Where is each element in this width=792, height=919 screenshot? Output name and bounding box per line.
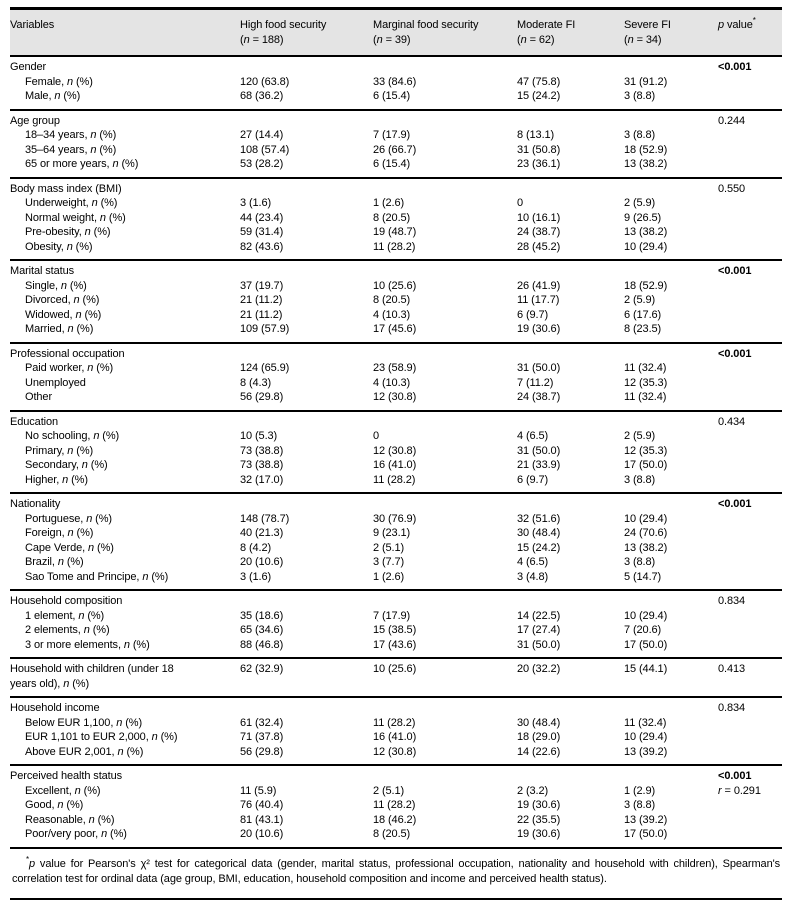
- cell-value: 17 (50.0): [624, 638, 668, 651]
- cell-value: 30 (76.9): [373, 512, 417, 525]
- cell-value: 33 (84.6): [373, 75, 417, 88]
- row-label: Foreign, n (%): [25, 527, 94, 539]
- row-label: Female, n (%): [25, 75, 93, 88]
- cell-value: 6 (9.7): [517, 308, 549, 321]
- cell-value: 120 (63.8): [240, 75, 290, 88]
- cell-value: 8 (13.1): [517, 129, 555, 141]
- section-header-row: [10, 769, 782, 784]
- row-label: Normal weight, n (%): [25, 211, 126, 224]
- section-title: Household composition: [10, 595, 123, 607]
- p-value: 0.550: [718, 182, 746, 195]
- row-label: Male, n (%): [25, 90, 81, 102]
- row-label: Pre-obesity, n (%): [25, 226, 111, 238]
- cell-value: 88 (46.8): [240, 638, 284, 651]
- table-section: [10, 412, 782, 495]
- section-title: Nationality: [10, 498, 61, 510]
- table-row: [10, 745, 782, 760]
- cell-value: 10 (5.3): [240, 430, 278, 442]
- cell-value: 4 (10.3): [373, 376, 411, 389]
- section-title: Perceived health status: [10, 770, 123, 782]
- section-title: Professional occupation: [10, 347, 125, 360]
- cell-value: 26 (41.9): [517, 279, 561, 292]
- column-header-high-food-security: [240, 18, 373, 47]
- cell-value: 148 (78.7): [240, 512, 290, 525]
- table-row: [10, 444, 782, 459]
- cell-value: 56 (29.8): [240, 391, 284, 403]
- cell-value: 37 (19.7): [240, 279, 284, 292]
- row-label: EUR 1,101 to EUR 2,000, n (%): [25, 731, 178, 743]
- cell-value: 2 (5.1): [373, 541, 405, 554]
- cell-value: 11 (32.4): [624, 391, 667, 403]
- cell-value: 7 (20.6): [624, 624, 662, 636]
- cell-value: 6 (15.4): [373, 90, 411, 102]
- cell-value: 40 (21.3): [240, 527, 284, 539]
- row-label: 18–34 years, n (%): [25, 129, 117, 141]
- cell-value: 24 (38.7): [517, 391, 561, 403]
- cell-value: 21 (33.9): [517, 459, 561, 471]
- cell-value: 71 (37.8): [240, 731, 284, 743]
- column-header-label: Severe FI: [624, 19, 671, 31]
- row-label: Unemployed: [25, 376, 86, 389]
- cell-value: 81 (43.1): [240, 813, 284, 826]
- cell-value: 11 (32.4): [624, 362, 667, 374]
- table-row: [10, 473, 782, 488]
- cell-value: 20 (10.6): [240, 828, 284, 840]
- cell-value: 17 (50.0): [624, 828, 668, 840]
- section-title: Age group: [10, 114, 60, 127]
- table-row: [10, 75, 782, 90]
- cell-value: 109 (57.9): [240, 323, 290, 335]
- cell-value: 15 (24.2): [517, 90, 561, 102]
- table-row: [10, 570, 782, 585]
- column-header-label: Marginal food security: [373, 19, 479, 31]
- cell-value: 4 (6.5): [517, 430, 549, 442]
- cell-value: 13 (38.2): [624, 158, 668, 170]
- table-row: [10, 143, 782, 158]
- cell-value: 1 (2.9): [624, 784, 656, 797]
- table-row: [10, 240, 782, 255]
- table-row: [10, 541, 782, 556]
- cell-value: 2 (5.1): [373, 784, 405, 797]
- cell-value: 31 (50.8): [517, 143, 561, 156]
- column-header-label: High food security: [240, 19, 327, 31]
- cell-value: 12 (35.3): [624, 444, 668, 457]
- cell-value: 59 (31.4): [240, 226, 284, 238]
- row-label: Widowed, n (%): [25, 308, 102, 321]
- cell-value: 108 (57.4): [240, 143, 290, 156]
- cell-value: 1 (2.6): [373, 197, 405, 209]
- cell-value: 73 (38.8): [240, 459, 284, 471]
- cell-value: 31 (91.2): [624, 75, 668, 88]
- cell-value: 23 (36.1): [517, 158, 561, 170]
- table-footnote: [10, 849, 782, 900]
- food-security-demographics-table: [10, 7, 782, 900]
- footnote-text: *p value for Pearson's χ² test for categorical data (gender, marital status, professional occupation, nationality and household with children), Spearman's correlation test for ordinal data (age group, BMI, education, household composition and income and perceived health status).: [12, 854, 780, 885]
- cell-value: 15 (44.1): [624, 663, 668, 675]
- section-header-row: [10, 594, 782, 609]
- table-section: [10, 591, 782, 659]
- cell-value: 3 (8.8): [624, 129, 656, 141]
- cell-value: 7 (17.9): [373, 609, 411, 622]
- column-header-moderate-fi: [517, 18, 624, 47]
- cell-value: 6 (15.4): [373, 158, 411, 170]
- column-header-label: p value*: [718, 16, 756, 31]
- cell-value: 24 (38.7): [517, 226, 561, 238]
- table-row: [10, 128, 782, 143]
- cell-value: 65 (34.6): [240, 624, 284, 636]
- row-label: Reasonable, n (%): [25, 813, 115, 826]
- row-label: Divorced, n (%): [25, 294, 100, 306]
- table-row: [10, 716, 782, 731]
- cell-value: 11 (28.2): [373, 240, 416, 253]
- p-value: 0.434: [718, 415, 746, 428]
- p-value: <0.001: [718, 265, 752, 277]
- row-label: Higher, n (%): [25, 473, 88, 486]
- cell-value: 12 (30.8): [373, 391, 417, 403]
- cell-value: 10 (29.4): [624, 731, 668, 743]
- cell-value: 47 (75.8): [517, 75, 561, 88]
- section-title: Gender: [10, 61, 47, 73]
- cell-value: 27 (14.4): [240, 129, 284, 141]
- row-label: Sao Tome and Principe, n (%): [25, 570, 169, 583]
- p-value: <0.001: [718, 61, 752, 73]
- cell-value: 8 (4.2): [240, 541, 272, 554]
- table-section: [10, 111, 782, 179]
- table-row: [10, 526, 782, 541]
- cell-value: 11 (17.7): [517, 294, 560, 306]
- column-header-n: (n = 39): [373, 33, 411, 46]
- table-section: [10, 344, 782, 412]
- row-label: 35–64 years, n (%): [25, 143, 117, 156]
- table-row: [10, 730, 782, 745]
- cell-value: 10 (25.6): [373, 279, 417, 292]
- section-title: Household with children (under 18 years old), n (%): [10, 663, 174, 690]
- cell-value: 10 (29.4): [624, 512, 668, 525]
- cell-value: 3 (4.8): [517, 570, 549, 583]
- column-header-n: (n = 62): [517, 33, 555, 46]
- cell-value: 3 (8.8): [624, 473, 656, 486]
- cell-value: 32 (51.6): [517, 512, 561, 525]
- cell-value: 31 (50.0): [517, 362, 561, 374]
- p-value: <0.001: [718, 347, 752, 360]
- cell-value: 28 (45.2): [517, 240, 561, 253]
- cell-value: 7 (11.2): [517, 376, 554, 389]
- table-section: [10, 494, 782, 591]
- row-label: Single, n (%): [25, 279, 87, 292]
- table-row: [10, 89, 782, 104]
- p-value: 0.834: [718, 595, 746, 607]
- table-row: [10, 555, 782, 570]
- cell-value: 18 (29.0): [517, 731, 561, 743]
- cell-value: 5 (14.7): [624, 570, 662, 583]
- p-value: 0.244: [718, 114, 746, 127]
- cell-value: 19 (48.7): [373, 226, 417, 238]
- row-label: 1 element, n (%): [25, 609, 105, 622]
- row-label: Below EUR 1,100, n (%): [25, 716, 143, 729]
- cell-value: 18 (46.2): [373, 813, 417, 826]
- cell-value: 3 (1.6): [240, 570, 272, 583]
- cell-value: 17 (50.0): [624, 459, 668, 471]
- cell-value: 8 (20.5): [373, 211, 411, 224]
- cell-value: 11 (28.2): [373, 799, 416, 811]
- row-label: Excellent, n (%): [25, 784, 101, 797]
- cell-value: 0: [517, 197, 524, 209]
- cell-value: 13 (39.2): [624, 745, 668, 758]
- table-row: [10, 361, 782, 376]
- cell-value: 26 (66.7): [373, 143, 417, 156]
- cell-value: 2 (5.9): [624, 197, 656, 209]
- table-row: [10, 609, 782, 624]
- row-label: Cape Verde, n (%): [25, 541, 114, 554]
- row-label: Poor/very poor, n (%): [25, 828, 127, 840]
- cell-value: 13 (39.2): [624, 813, 668, 826]
- p-value: <0.001: [718, 770, 752, 782]
- cell-value: 19 (30.6): [517, 828, 561, 840]
- cell-value: 10 (16.1): [517, 211, 561, 224]
- table-row: [10, 308, 782, 323]
- row-label: Brazil, n (%): [25, 556, 84, 568]
- section-header-row: [10, 114, 782, 129]
- cell-value: 2 (5.9): [624, 430, 656, 442]
- column-header-label: Variables: [10, 19, 55, 31]
- cell-value: 35 (18.6): [240, 609, 284, 622]
- row-label: Above EUR 2,001, n (%): [25, 745, 144, 758]
- p-value: 0.834: [718, 702, 746, 714]
- cell-value: 11 (5.9): [240, 784, 277, 797]
- cell-value: 12 (35.3): [624, 376, 668, 389]
- row-label: Portuguese, n (%): [25, 512, 112, 525]
- cell-value: 53 (28.2): [240, 158, 284, 170]
- section-title: Body mass index (BMI): [10, 182, 122, 195]
- row-label: Primary, n (%): [25, 444, 94, 457]
- column-header-n: (n = 34): [624, 33, 662, 46]
- cell-value: 3 (8.8): [624, 799, 656, 811]
- cell-value: 13 (38.2): [624, 226, 668, 238]
- section-header-row: [10, 662, 782, 691]
- section-title: Education: [10, 415, 59, 428]
- row-label: 65 or more years, n (%): [25, 158, 139, 170]
- cell-value: 73 (38.8): [240, 444, 284, 457]
- cell-value: 12 (30.8): [373, 745, 417, 758]
- table-section: [10, 261, 782, 344]
- cell-value: 8 (20.5): [373, 294, 411, 306]
- cell-value: 2 (5.9): [624, 294, 656, 306]
- table-row: [10, 798, 782, 813]
- row-label: Secondary, n (%): [25, 459, 108, 471]
- cell-value: 124 (65.9): [240, 362, 290, 374]
- table-row: [10, 784, 782, 799]
- table-row: [10, 293, 782, 308]
- cell-value: 8 (20.5): [373, 828, 411, 840]
- cell-value: 13 (38.2): [624, 541, 668, 554]
- section-header-row: [10, 497, 782, 512]
- table-row: [10, 512, 782, 527]
- row-label: Paid worker, n (%): [25, 362, 114, 374]
- cell-value: 8 (4.3): [240, 376, 272, 389]
- cell-value: 14 (22.6): [517, 745, 561, 758]
- cell-value: 31 (50.0): [517, 638, 561, 651]
- cell-value: 22 (35.5): [517, 813, 561, 826]
- cell-value: 68 (36.2): [240, 90, 284, 102]
- table-row: [10, 279, 782, 294]
- cell-value: 23 (58.9): [373, 362, 417, 374]
- cell-value: 14 (22.5): [517, 609, 561, 622]
- row-label: Good, n (%): [25, 799, 84, 811]
- cell-value: 30 (48.4): [517, 527, 561, 539]
- table-section: [10, 57, 782, 111]
- cell-value: 9 (23.1): [373, 527, 411, 539]
- cell-value: 3 (8.8): [624, 90, 656, 102]
- cell-value: 32 (17.0): [240, 473, 284, 486]
- column-header-marginal-food-security: [373, 18, 517, 47]
- table-row: [10, 322, 782, 337]
- table-row: [10, 376, 782, 391]
- table-section: [10, 698, 782, 766]
- row-label: Obesity, n (%): [25, 240, 93, 253]
- cell-value: 56 (29.8): [240, 745, 284, 758]
- cell-value: 31 (50.0): [517, 444, 561, 457]
- cell-value: 11 (32.4): [624, 716, 667, 729]
- table-section: [10, 766, 782, 849]
- cell-value: 61 (32.4): [240, 716, 284, 729]
- cell-value: 10 (29.4): [624, 240, 668, 253]
- cell-value: 18 (52.9): [624, 279, 668, 292]
- cell-value: 21 (11.2): [240, 294, 283, 306]
- cell-value: 3 (8.8): [624, 556, 656, 568]
- section-header-row: [10, 415, 782, 430]
- table-row: [10, 211, 782, 226]
- cell-value: 20 (32.2): [517, 663, 561, 675]
- section-header-row: [10, 60, 782, 75]
- cell-value: 12 (30.8): [373, 444, 417, 457]
- cell-value: 4 (6.5): [517, 556, 549, 568]
- table-section: [10, 659, 782, 698]
- cell-value: 15 (38.5): [373, 624, 417, 636]
- cell-value: 18 (52.9): [624, 143, 668, 156]
- table-row: [10, 429, 782, 444]
- table-section: [10, 179, 782, 262]
- section-header-row: [10, 182, 782, 197]
- column-header-p-value: [718, 18, 782, 33]
- cell-value: 76 (40.4): [240, 799, 284, 811]
- p-value: <0.001: [718, 498, 752, 510]
- table-body: [10, 57, 782, 849]
- section-header-row: [10, 701, 782, 716]
- column-header-variables: [10, 18, 240, 33]
- row-label: Married, n (%): [25, 323, 94, 335]
- cell-value: 16 (41.0): [373, 731, 417, 743]
- cell-value: 82 (43.6): [240, 240, 284, 253]
- cell-value: 17 (43.6): [373, 638, 417, 651]
- table-row: [10, 157, 782, 172]
- section-header-row: [10, 264, 782, 279]
- cell-value: 24 (70.6): [624, 527, 668, 539]
- table-header: [10, 10, 782, 57]
- cell-value: 10 (29.4): [624, 609, 668, 622]
- table-row: [10, 827, 782, 842]
- table-row: [10, 623, 782, 638]
- p-value: r = 0.291: [718, 784, 761, 797]
- table-row: [10, 390, 782, 405]
- table-row: [10, 813, 782, 828]
- cell-value: 19 (30.6): [517, 799, 561, 811]
- cell-value: 3 (7.7): [373, 556, 405, 568]
- table-row: [10, 196, 782, 211]
- cell-value: 44 (23.4): [240, 211, 284, 224]
- cell-value: 4 (10.3): [373, 308, 411, 321]
- row-label: 2 elements, n (%): [25, 624, 110, 636]
- cell-value: 19 (30.6): [517, 323, 561, 335]
- row-label: Other: [25, 391, 53, 403]
- cell-value: 3 (1.6): [240, 197, 272, 209]
- cell-value: 30 (48.4): [517, 716, 561, 729]
- cell-value: 62 (32.9): [240, 663, 284, 675]
- row-label: 3 or more elements, n (%): [25, 638, 150, 651]
- section-title: Household income: [10, 702, 100, 714]
- table-row: [10, 458, 782, 473]
- column-header-label: Moderate FI: [517, 19, 576, 31]
- cell-value: 17 (27.4): [517, 624, 561, 636]
- cell-value: 17 (45.6): [373, 323, 417, 335]
- cell-value: 20 (10.6): [240, 556, 284, 568]
- cell-value: 11 (28.2): [373, 473, 416, 486]
- cell-value: 6 (17.6): [624, 308, 662, 321]
- column-header-severe-fi: [624, 18, 718, 47]
- table-row: [10, 638, 782, 653]
- p-value: 0.413: [718, 663, 746, 675]
- cell-value: 10 (25.6): [373, 663, 417, 675]
- cell-value: 0: [373, 430, 380, 442]
- cell-value: 9 (26.5): [624, 211, 662, 224]
- cell-value: 2 (3.2): [517, 784, 549, 797]
- cell-value: 1 (2.6): [373, 570, 405, 583]
- cell-value: 15 (24.2): [517, 541, 561, 554]
- cell-value: 6 (9.7): [517, 473, 549, 486]
- row-label: Underweight, n (%): [25, 197, 118, 209]
- cell-value: 11 (28.2): [373, 716, 416, 729]
- cell-value: 21 (11.2): [240, 308, 283, 321]
- row-label: No schooling, n (%): [25, 430, 120, 442]
- cell-value: 16 (41.0): [373, 459, 417, 471]
- column-header-n: (n = 188): [240, 33, 284, 46]
- cell-value: 7 (17.9): [373, 129, 411, 141]
- cell-value: 8 (23.5): [624, 323, 662, 335]
- section-header-row: [10, 347, 782, 362]
- section-title: Marital status: [10, 265, 75, 277]
- table-row: [10, 225, 782, 240]
